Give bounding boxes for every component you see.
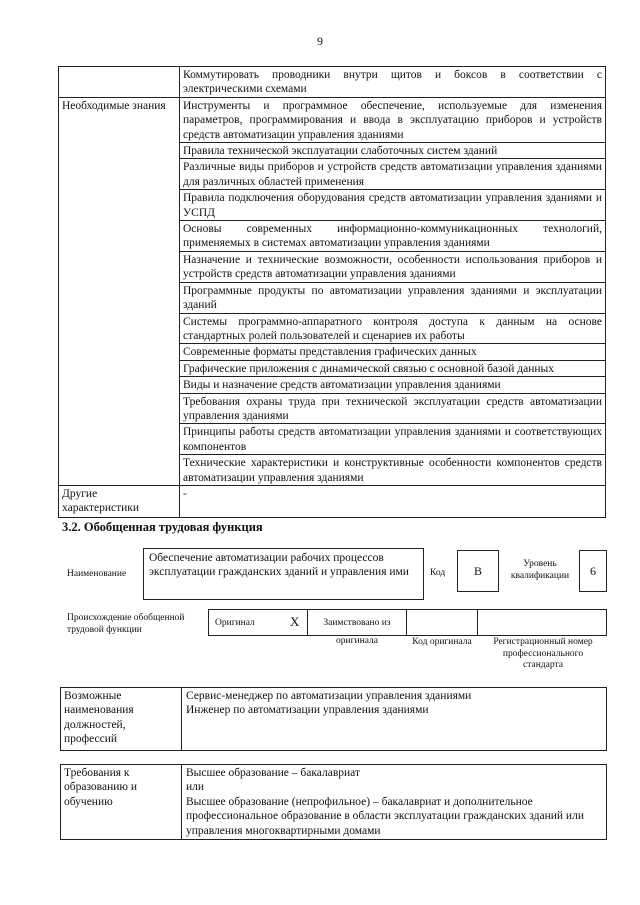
education-item: Высшее образование – бакалавриат [186, 767, 360, 779]
reg-number-label: Регистрационный номер профессионального стандарта [493, 637, 593, 670]
knowledge-item: Технические характеристики и конструктивные особенности компонентов средств автоматизации управления зданиями [180, 455, 606, 486]
education-label: Требования к образованию и обучению [61, 765, 182, 840]
name-label: Наименование [67, 569, 127, 579]
table-row [59, 97, 606, 142]
skill-item: Коммутировать проводники внутри щитов и боксов в соответствии с электрическими схемами [180, 67, 606, 98]
code-label: Код [430, 568, 446, 578]
original-label: Оригинал [215, 618, 255, 628]
original-mark: X [290, 614, 300, 629]
knowledge-item: Графические приложения с динамической связью с основной базой данных [180, 360, 606, 376]
code-original-label: Код оригинала [412, 637, 472, 647]
other-value: - [180, 485, 606, 517]
position-item: Сервис-менеджер по автоматизации управления зданиями [186, 690, 472, 702]
table-row [61, 688, 607, 751]
knowledge-item: Современные форматы представления графических данных [180, 344, 606, 360]
knowledge-item: Принципы работы средств автоматизации управления зданиями и соответствующих компонентов [180, 424, 606, 455]
knowledge-item: Различные виды приборов и устройств средств автоматизации управления зданиями для различных областей применения [180, 159, 606, 190]
education-table [60, 764, 607, 840]
position-item: Инженер по автоматизации управления зданиями [186, 704, 429, 717]
table-row [59, 67, 606, 98]
borrowed-label: Заимствовано из оригинала [323, 618, 391, 646]
empty-label-cell [59, 67, 180, 98]
knowledge-item: Основы современных информационно-коммуникационных технологий, применяемых в системах автоматизации управления зданиями [180, 221, 606, 252]
code-original-cell [406, 609, 478, 636]
positions-label: Возможные наименования должностей, профессий [61, 688, 182, 751]
borrowed-cell [307, 609, 407, 646]
table-row [59, 485, 606, 517]
knowledge-label: Необходимые знания [59, 97, 180, 485]
name-value: Обеспечение автоматизации рабочих процессов эксплуатации гражданских зданий и управления ими [143, 548, 424, 600]
knowledge-item: Программные продукты по автоматизации управления зданиями и эксплуатации зданий [180, 282, 606, 313]
knowledge-item: Виды и назначение средств автоматизации управления зданиями [180, 377, 606, 393]
knowledge-item: Требования охраны труда при технической эксплуатации средств автоматизации управления зданиями [180, 393, 606, 424]
education-value [182, 765, 607, 840]
knowledge-item: Назначение и технические возможности, особенности использования приборов и устройств средств автоматизации управления зданиями [180, 251, 606, 282]
knowledge-item: Правила технической эксплуатации слаботочных систем зданий [180, 143, 606, 159]
level-value: 6 [579, 550, 607, 592]
original-cell [208, 609, 308, 636]
code-value: B [457, 550, 499, 592]
knowledge-item: Системы программно-аппаратного контроля доступа к данным на основе стандартных ролей пользователей и сценариев их работы [180, 313, 606, 344]
knowledge-item: Инструменты и программное обеспечение, используемые для изменения параметров, программирования и ввода в эксплуатацию приборов и устройств средств автоматизации управления зданиями [180, 97, 606, 142]
level-label: Уровень квалификации [510, 559, 570, 581]
education-item: или [186, 781, 205, 794]
page-number: 9 [317, 34, 323, 48]
positions-table [60, 687, 607, 751]
table-row [61, 765, 607, 840]
reg-number-cell [477, 609, 607, 636]
knowledge-item: Правила подключения оборудования средств автоматизации управления зданиями и УСПД [180, 190, 606, 221]
other-label: Другие характеристики [59, 485, 180, 517]
section-heading: 3.2. Обобщенная трудовая функция [62, 520, 263, 534]
positions-value [182, 688, 607, 751]
education-item: Высшее образование (непрофильное) – бакалавриат и дополнительное профессиональное образование в области эксплуатации гражданских зданий или управления многоквартирными домами [186, 795, 584, 837]
knowledge-table [58, 66, 606, 518]
origin-label: Происхождение обобщенной трудовой функции [67, 613, 185, 635]
